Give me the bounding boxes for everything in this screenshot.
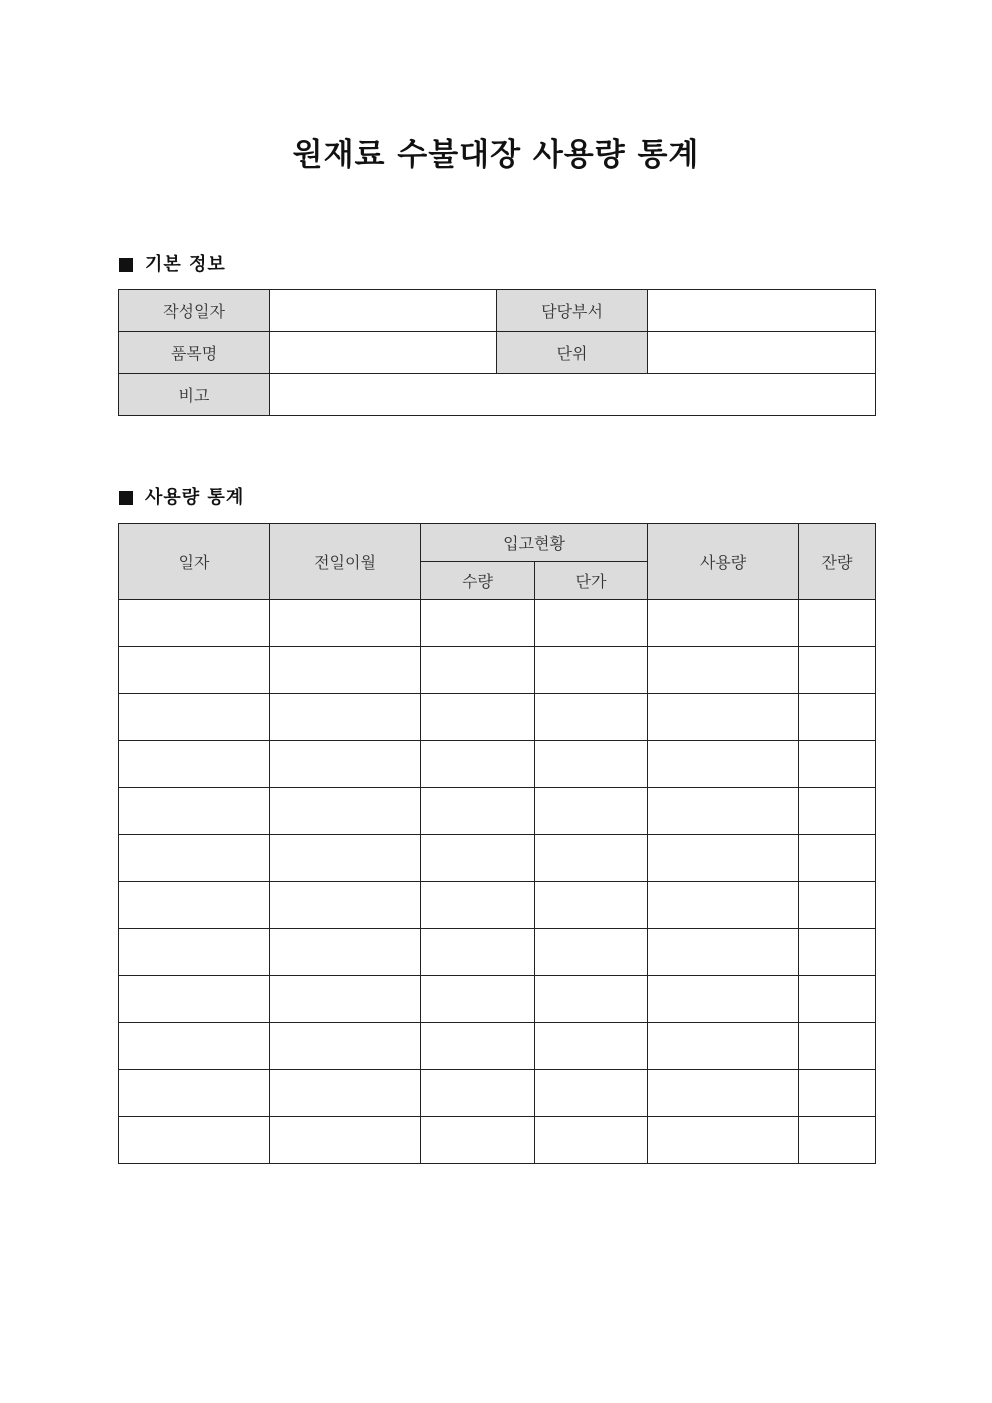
usage-cell[interactable] [648, 835, 799, 882]
unit-price-cell[interactable] [535, 882, 648, 929]
unit-price-cell[interactable] [535, 1117, 648, 1164]
quantity-cell[interactable] [421, 788, 535, 835]
date-cell[interactable] [119, 929, 270, 976]
balance-cell[interactable] [799, 741, 876, 788]
date-cell[interactable] [119, 788, 270, 835]
unit-price-cell[interactable] [535, 788, 648, 835]
carryover-cell[interactable] [270, 694, 421, 741]
info-row-note [119, 374, 876, 416]
unit-price-cell[interactable] [535, 929, 648, 976]
table-row [119, 882, 876, 929]
date-label: 작성일자 [119, 290, 270, 332]
carryover-cell[interactable] [270, 1023, 421, 1070]
usage-cell[interactable] [648, 882, 799, 929]
carryover-cell[interactable] [270, 929, 421, 976]
carryover-cell[interactable] [270, 882, 421, 929]
table-row [119, 1070, 876, 1117]
balance-cell[interactable] [799, 1117, 876, 1164]
unit-price-cell[interactable] [535, 694, 648, 741]
usage-header: 사용량 [648, 524, 799, 600]
quantity-cell[interactable] [421, 1070, 535, 1117]
date-cell[interactable] [119, 882, 270, 929]
usage-cell[interactable] [648, 976, 799, 1023]
unit-price-cell[interactable] [535, 835, 648, 882]
date-field[interactable] [270, 290, 497, 332]
table-row [119, 1023, 876, 1070]
department-field[interactable] [648, 290, 876, 332]
carryover-cell[interactable] [270, 1070, 421, 1117]
item-field[interactable] [270, 332, 497, 374]
unit-field[interactable] [648, 332, 876, 374]
quantity-cell[interactable] [421, 647, 535, 694]
carryover-cell[interactable] [270, 647, 421, 694]
unit-price-cell[interactable] [535, 741, 648, 788]
stats-body [119, 600, 876, 1164]
carryover-cell[interactable] [270, 600, 421, 647]
note-label: 비고 [119, 374, 270, 416]
unit-price-header: 단가 [535, 562, 648, 600]
item-label: 품목명 [119, 332, 270, 374]
usage-cell[interactable] [648, 1070, 799, 1117]
quantity-cell[interactable] [421, 882, 535, 929]
date-cell[interactable] [119, 647, 270, 694]
carryover-cell[interactable] [270, 741, 421, 788]
table-row [119, 1117, 876, 1164]
unit-price-cell[interactable] [535, 976, 648, 1023]
balance-cell[interactable] [799, 1023, 876, 1070]
usage-cell[interactable] [648, 788, 799, 835]
balance-cell[interactable] [799, 1070, 876, 1117]
quantity-cell[interactable] [421, 1023, 535, 1070]
date-cell[interactable] [119, 1070, 270, 1117]
balance-cell[interactable] [799, 835, 876, 882]
balance-cell[interactable] [799, 647, 876, 694]
table-row [119, 788, 876, 835]
usage-cell[interactable] [648, 694, 799, 741]
page-title: 원재료 수불대장 사용량 통계 [292, 137, 700, 173]
date-header: 일자 [119, 524, 270, 600]
balance-cell[interactable] [799, 976, 876, 1023]
carryover-cell[interactable] [270, 788, 421, 835]
quantity-cell[interactable] [421, 1117, 535, 1164]
usage-cell[interactable] [648, 929, 799, 976]
table-row [119, 600, 876, 647]
balance-cell[interactable] [799, 882, 876, 929]
quantity-cell[interactable] [421, 741, 535, 788]
basic-info-heading-label: 기본 정보 [145, 254, 226, 275]
table-row [119, 647, 876, 694]
date-cell[interactable] [119, 1023, 270, 1070]
usage-stats-heading [119, 486, 244, 510]
unit-price-cell[interactable] [535, 647, 648, 694]
table-row [119, 694, 876, 741]
table-row [119, 835, 876, 882]
carryover-header: 전일이월 [270, 524, 421, 600]
unit-price-cell[interactable] [535, 600, 648, 647]
date-cell[interactable] [119, 1117, 270, 1164]
date-cell[interactable] [119, 600, 270, 647]
unit-label: 단위 [497, 332, 648, 374]
quantity-cell[interactable] [421, 976, 535, 1023]
square-bullet-icon [119, 258, 133, 272]
table-row [119, 976, 876, 1023]
header-row [119, 524, 876, 562]
note-field[interactable] [270, 374, 876, 416]
basic-info-table [118, 289, 876, 416]
usage-cell[interactable] [648, 647, 799, 694]
unit-price-cell[interactable] [535, 1070, 648, 1117]
date-cell[interactable] [119, 694, 270, 741]
date-cell[interactable] [119, 741, 270, 788]
carryover-cell[interactable] [270, 976, 421, 1023]
usage-stats-heading-label: 사용량 통계 [145, 487, 245, 508]
balance-cell[interactable] [799, 694, 876, 741]
department-label: 담당부서 [497, 290, 648, 332]
info-row-item [119, 332, 876, 374]
quantity-header: 수량 [421, 562, 535, 600]
quantity-cell[interactable] [421, 929, 535, 976]
unit-price-cell[interactable] [535, 1023, 648, 1070]
usage-stats-table [118, 523, 876, 1164]
balance-cell[interactable] [799, 788, 876, 835]
date-cell[interactable] [119, 976, 270, 1023]
carryover-cell[interactable] [270, 1117, 421, 1164]
balance-header: 잔량 [799, 524, 876, 600]
usage-cell[interactable] [648, 741, 799, 788]
date-cell[interactable] [119, 835, 270, 882]
quantity-cell[interactable] [421, 835, 535, 882]
carryover-cell[interactable] [270, 835, 421, 882]
balance-cell[interactable] [799, 929, 876, 976]
usage-cell[interactable] [648, 1117, 799, 1164]
table-row [119, 929, 876, 976]
quantity-cell[interactable] [421, 600, 535, 647]
info-row-date [119, 290, 876, 332]
square-bullet-icon [119, 491, 133, 505]
receiving-header: 입고현황 [421, 524, 648, 562]
quantity-cell[interactable] [421, 694, 535, 741]
table-row [119, 741, 876, 788]
balance-cell[interactable] [799, 600, 876, 647]
usage-cell[interactable] [648, 600, 799, 647]
basic-info-heading [119, 253, 226, 277]
usage-cell[interactable] [648, 1023, 799, 1070]
